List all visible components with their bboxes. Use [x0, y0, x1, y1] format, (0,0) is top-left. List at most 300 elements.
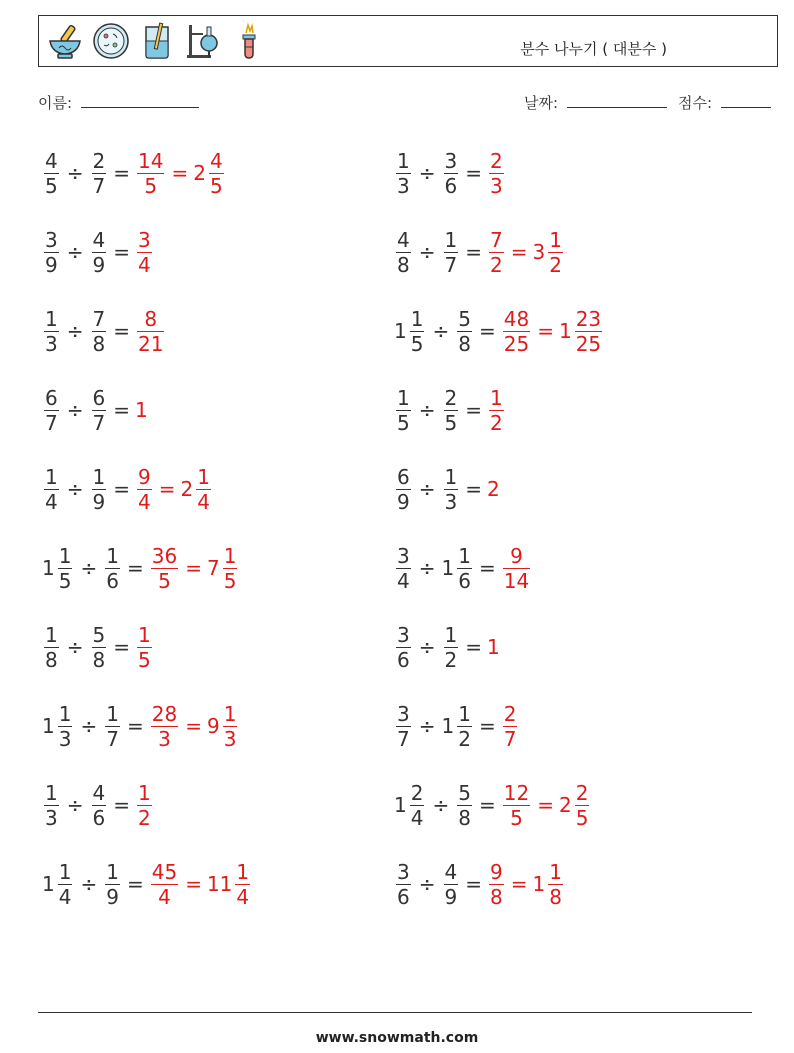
equals-sign: = [113, 477, 130, 501]
denominator: 8 [45, 647, 58, 672]
numerator: 2 [410, 780, 424, 805]
divide-sign: ÷ [66, 319, 84, 343]
numerator: 2 [444, 385, 458, 410]
fraction [396, 148, 411, 198]
denominator: 5 [503, 805, 530, 828]
numerator: 1 [45, 622, 58, 647]
fraction [44, 780, 59, 830]
denominator: 5 [575, 805, 589, 830]
problem-item [42, 461, 213, 517]
denominator: 7 [444, 252, 458, 277]
denominator: 7 [92, 410, 106, 435]
problem-item [42, 145, 226, 201]
whole-number: 1 [394, 793, 407, 817]
numerator: 1 [58, 859, 72, 884]
denominator: 2 [490, 252, 503, 277]
score-blank[interactable] [721, 93, 771, 108]
fraction [105, 543, 120, 593]
numerator: 1 [197, 464, 210, 489]
denominator: 4 [397, 568, 410, 593]
numerator: 2 [92, 148, 106, 173]
fraction [105, 701, 120, 751]
denominator: 21 [138, 331, 164, 356]
divide-sign: ÷ [418, 635, 436, 659]
equals-sign: = [478, 319, 496, 343]
fraction [44, 306, 59, 356]
denominator: 4 [236, 884, 250, 909]
fraction [444, 859, 459, 909]
numerator: 1 [138, 622, 151, 647]
numerator: 3 [397, 543, 410, 568]
denominator: 3 [397, 173, 410, 198]
answer [135, 306, 166, 356]
fraction [489, 227, 504, 277]
answer [180, 543, 239, 593]
equals-sign: = [465, 240, 482, 264]
denominator: 9 [92, 489, 106, 514]
fraction [44, 464, 59, 514]
answer [506, 859, 565, 909]
problem-item [42, 540, 239, 596]
equals-sign: = [478, 556, 496, 580]
whole-number: 1 [42, 872, 55, 896]
numerator: 8 [144, 306, 158, 331]
fraction [92, 306, 107, 356]
denominator: 7 [397, 726, 410, 751]
problem-item [394, 619, 501, 675]
denominator: 8 [92, 331, 106, 356]
whole-number: 1 [532, 872, 546, 896]
numerator: 1 [397, 385, 410, 410]
answer [149, 859, 180, 909]
divide-sign: ÷ [418, 714, 436, 738]
equals-sign: = [113, 161, 130, 185]
fraction [137, 306, 164, 356]
numerator: 4 [92, 780, 106, 805]
numerator: 14 [138, 148, 164, 173]
numerator: 1 [45, 464, 58, 489]
equals-sign: = [113, 319, 130, 343]
divide-sign: ÷ [418, 556, 436, 580]
denominator: 5 [209, 173, 223, 198]
worksheet-header [38, 15, 778, 67]
numerator: 4 [209, 148, 223, 173]
answer [135, 398, 149, 422]
problem-item [42, 382, 149, 438]
problem-item [394, 145, 506, 201]
fraction [223, 543, 238, 593]
numerator: 1 [106, 701, 119, 726]
numerator: 3 [444, 148, 458, 173]
numerator: 1 [138, 780, 151, 805]
fraction [503, 780, 530, 830]
equals-sign: = [113, 240, 130, 264]
fraction [58, 859, 73, 909]
fraction [396, 859, 411, 909]
numerator: 3 [397, 859, 410, 884]
denominator: 3 [490, 173, 503, 198]
numerator: 1 [458, 701, 471, 726]
name-label: 이름: [38, 94, 73, 112]
whole-number: 1 [394, 319, 407, 343]
numerator: 23 [575, 306, 602, 331]
problem-item [394, 224, 565, 280]
answer [487, 227, 506, 277]
divide-sign: ÷ [80, 556, 98, 580]
petri-dish-icon [91, 21, 131, 61]
answer [487, 635, 501, 659]
divide-sign: ÷ [432, 319, 450, 343]
date-blank[interactable] [567, 93, 667, 108]
whole-number: 3 [532, 240, 546, 264]
denominator: 3 [223, 726, 237, 751]
fraction [223, 701, 238, 751]
divide-sign: ÷ [418, 398, 436, 422]
denominator: 8 [92, 647, 106, 672]
denominator: 4 [58, 884, 72, 909]
equals-sign: = [465, 477, 482, 501]
equals-sign: = [478, 714, 496, 738]
denominator: 5 [138, 647, 151, 672]
fraction [457, 780, 472, 830]
equals-sign: = [185, 714, 202, 738]
denominator: 9 [92, 252, 106, 277]
equals-sign: = [185, 872, 202, 896]
fraction [137, 464, 152, 514]
fraction [151, 543, 178, 593]
date-field[interactable] [524, 92, 667, 113]
denominator: 2 [444, 647, 458, 672]
problem-item [394, 540, 532, 596]
fraction [489, 859, 504, 909]
divide-sign: ÷ [418, 872, 436, 896]
numerator: 1 [106, 859, 119, 884]
equals-sign: = [126, 714, 144, 738]
numerator: 4 [92, 227, 106, 252]
denominator: 5 [137, 173, 164, 196]
numerator: 36 [151, 543, 178, 568]
whole-number: 1 [487, 635, 500, 659]
problem-item [42, 856, 252, 912]
denominator: 25 [503, 331, 530, 356]
denominator: 5 [151, 568, 178, 591]
fraction [444, 622, 459, 672]
whole-number: 7 [206, 556, 220, 580]
denominator: 4 [138, 489, 151, 514]
problem-item [42, 619, 154, 675]
answer [501, 701, 520, 751]
numerator: 5 [458, 780, 471, 805]
denominator: 6 [92, 805, 106, 830]
divide-sign: ÷ [66, 635, 84, 659]
equals-sign: = [478, 793, 496, 817]
denominator: 4 [197, 489, 210, 514]
answer [506, 227, 565, 277]
footer-divider [38, 1012, 752, 1013]
whole-number: 1 [441, 714, 455, 738]
numerator: 7 [490, 227, 503, 252]
whole-number: 2 [193, 161, 206, 185]
denominator: 6 [397, 884, 410, 909]
numerator: 28 [151, 701, 178, 726]
divide-sign: ÷ [80, 872, 98, 896]
equals-sign: = [126, 556, 144, 580]
answer [487, 385, 506, 435]
equals-sign: = [113, 398, 130, 422]
denominator: 5 [223, 568, 237, 593]
denominator: 2 [138, 805, 151, 830]
numerator: 1 [549, 859, 562, 884]
problem-item [42, 224, 154, 280]
mortar-pestle-icon [45, 21, 85, 61]
denominator: 2 [549, 252, 562, 277]
problem-item [394, 777, 591, 833]
problem-item [394, 461, 501, 517]
numerator: 1 [490, 385, 503, 410]
answer [154, 464, 213, 514]
fraction [457, 543, 472, 593]
equals-sign: = [465, 635, 482, 659]
name-blank[interactable] [81, 93, 199, 108]
answer [166, 148, 225, 198]
equals-sign: = [465, 872, 482, 896]
fraction [44, 622, 59, 672]
divide-sign: ÷ [66, 240, 84, 264]
answer [135, 464, 154, 514]
fraction [444, 464, 459, 514]
numerator: 1 [410, 306, 424, 331]
numerator: 48 [503, 306, 530, 331]
equals-sign: = [465, 398, 482, 422]
fraction [92, 385, 107, 435]
equals-sign: = [510, 872, 528, 896]
numerator: 9 [138, 464, 151, 489]
divide-sign: ÷ [418, 240, 436, 264]
denominator: 9 [444, 884, 458, 909]
answer [501, 543, 532, 593]
test-tube-icon [229, 21, 269, 61]
fraction [151, 859, 178, 909]
numerator: 2 [490, 148, 503, 173]
equals-sign: = [126, 872, 144, 896]
denominator: 3 [444, 489, 458, 514]
answer [532, 780, 591, 830]
problem-item [42, 303, 166, 359]
denominator: 6 [106, 568, 119, 593]
header-icons [45, 21, 269, 61]
score-label: 점수: [678, 94, 713, 112]
denominator: 3 [58, 726, 72, 751]
whole-number: 1 [441, 556, 455, 580]
fraction [44, 227, 59, 277]
footer-url[interactable]: www.snowmath.com [315, 1030, 479, 1046]
numerator: 1 [106, 543, 119, 568]
numerator: 2 [575, 780, 589, 805]
numerator: 9 [510, 543, 523, 568]
fraction [58, 701, 73, 751]
fraction [503, 701, 518, 751]
divide-sign: ÷ [80, 714, 98, 738]
fraction [44, 148, 59, 198]
beaker-icon [137, 21, 177, 61]
fraction [503, 306, 530, 356]
worksheet-title: 분수 나누기 ( 대분수 ) [520, 40, 667, 58]
whole-number: 11 [206, 872, 233, 896]
numerator: 1 [45, 306, 58, 331]
equals-sign: = [465, 161, 482, 185]
denominator: 5 [58, 568, 72, 593]
denominator: 9 [45, 252, 58, 277]
equals-sign: = [510, 240, 528, 264]
answer [135, 148, 166, 198]
whole-number: 2 [558, 793, 572, 817]
divide-sign: ÷ [418, 477, 436, 501]
equals-sign: = [113, 793, 130, 817]
divide-sign: ÷ [418, 161, 436, 185]
fraction [151, 701, 178, 751]
denominator: 3 [151, 726, 178, 749]
numerator: 1 [223, 701, 237, 726]
answer [487, 859, 506, 909]
denominator: 8 [458, 805, 471, 830]
fraction [410, 780, 425, 830]
denominator: 9 [397, 489, 410, 514]
equals-sign: = [158, 477, 176, 501]
fraction [457, 306, 472, 356]
fraction [58, 543, 73, 593]
numerator: 1 [397, 148, 410, 173]
divide-sign: ÷ [432, 793, 450, 817]
fraction [503, 543, 530, 593]
fraction [235, 859, 250, 909]
problem-item [42, 777, 154, 833]
answer [135, 780, 154, 830]
numerator: 1 [58, 701, 72, 726]
numerator: 12 [503, 780, 530, 805]
divide-sign: ÷ [66, 793, 84, 817]
divide-sign: ÷ [66, 161, 84, 185]
numerator: 3 [397, 622, 410, 647]
fraction [444, 227, 459, 277]
whole-number: 1 [135, 398, 148, 422]
denominator: 7 [503, 726, 517, 751]
equals-sign: = [185, 556, 202, 580]
fraction [92, 464, 107, 514]
answer [149, 543, 180, 593]
denominator: 6 [458, 568, 471, 593]
fraction [575, 306, 602, 356]
numerator: 3 [45, 227, 58, 252]
fraction [137, 622, 152, 672]
denominator: 5 [444, 410, 458, 435]
numerator: 3 [138, 227, 151, 252]
denominator: 5 [45, 173, 58, 198]
denominator: 6 [397, 647, 410, 672]
denominator: 7 [45, 410, 58, 435]
score-field[interactable] [678, 92, 771, 113]
denominator: 8 [490, 884, 503, 909]
fraction [444, 385, 459, 435]
answer [501, 780, 532, 830]
numerator: 1 [45, 780, 58, 805]
numerator: 5 [92, 622, 106, 647]
fraction [92, 622, 107, 672]
denominator: 25 [575, 331, 602, 356]
answer [487, 148, 506, 198]
denominator: 4 [410, 805, 424, 830]
fraction [137, 227, 152, 277]
equals-sign: = [537, 793, 554, 817]
numerator: 3 [397, 701, 410, 726]
divide-sign: ÷ [66, 477, 84, 501]
whole-number: 1 [558, 319, 572, 343]
denominator: 5 [397, 410, 410, 435]
whole-number: 1 [42, 714, 55, 738]
problem-item [42, 698, 239, 754]
answer [532, 306, 604, 356]
fraction [396, 227, 411, 277]
whole-number: 2 [487, 477, 500, 501]
answer [487, 477, 501, 501]
fraction [137, 148, 164, 198]
fraction [396, 543, 411, 593]
denominator: 8 [397, 252, 410, 277]
denominator: 8 [458, 331, 471, 356]
whole-number: 2 [180, 477, 194, 501]
denominator: 14 [503, 568, 530, 593]
denominator: 5 [410, 331, 424, 356]
problem-item [394, 698, 519, 754]
fraction [410, 306, 425, 356]
fraction [92, 148, 107, 198]
denominator: 4 [138, 252, 151, 277]
name-field[interactable] [38, 92, 199, 113]
denominator: 2 [490, 410, 503, 435]
denominator: 6 [444, 173, 458, 198]
numerator: 2 [503, 701, 517, 726]
numerator: 4 [444, 859, 458, 884]
numerator: 6 [92, 385, 106, 410]
numerator: 4 [397, 227, 410, 252]
numerator: 6 [45, 385, 58, 410]
whole-number: 9 [206, 714, 220, 738]
fraction [575, 780, 590, 830]
answer [180, 859, 252, 909]
fraction [548, 859, 563, 909]
numerator: 1 [444, 227, 458, 252]
fraction [457, 701, 472, 751]
equals-sign: = [537, 319, 554, 343]
fraction [105, 859, 120, 909]
fraction [396, 385, 411, 435]
divide-sign: ÷ [66, 398, 84, 422]
fraction [92, 780, 107, 830]
denominator: 2 [458, 726, 471, 751]
numerator: 1 [223, 543, 237, 568]
fraction [137, 780, 152, 830]
fraction [396, 622, 411, 672]
answer [135, 622, 154, 672]
denominator: 7 [92, 173, 106, 198]
numerator: 1 [236, 859, 250, 884]
numerator: 1 [58, 543, 72, 568]
numerator: 1 [549, 227, 562, 252]
numerator: 1 [444, 464, 458, 489]
denominator: 4 [151, 884, 178, 907]
answer [149, 701, 180, 751]
answer [501, 306, 532, 356]
denominator: 9 [106, 884, 119, 909]
